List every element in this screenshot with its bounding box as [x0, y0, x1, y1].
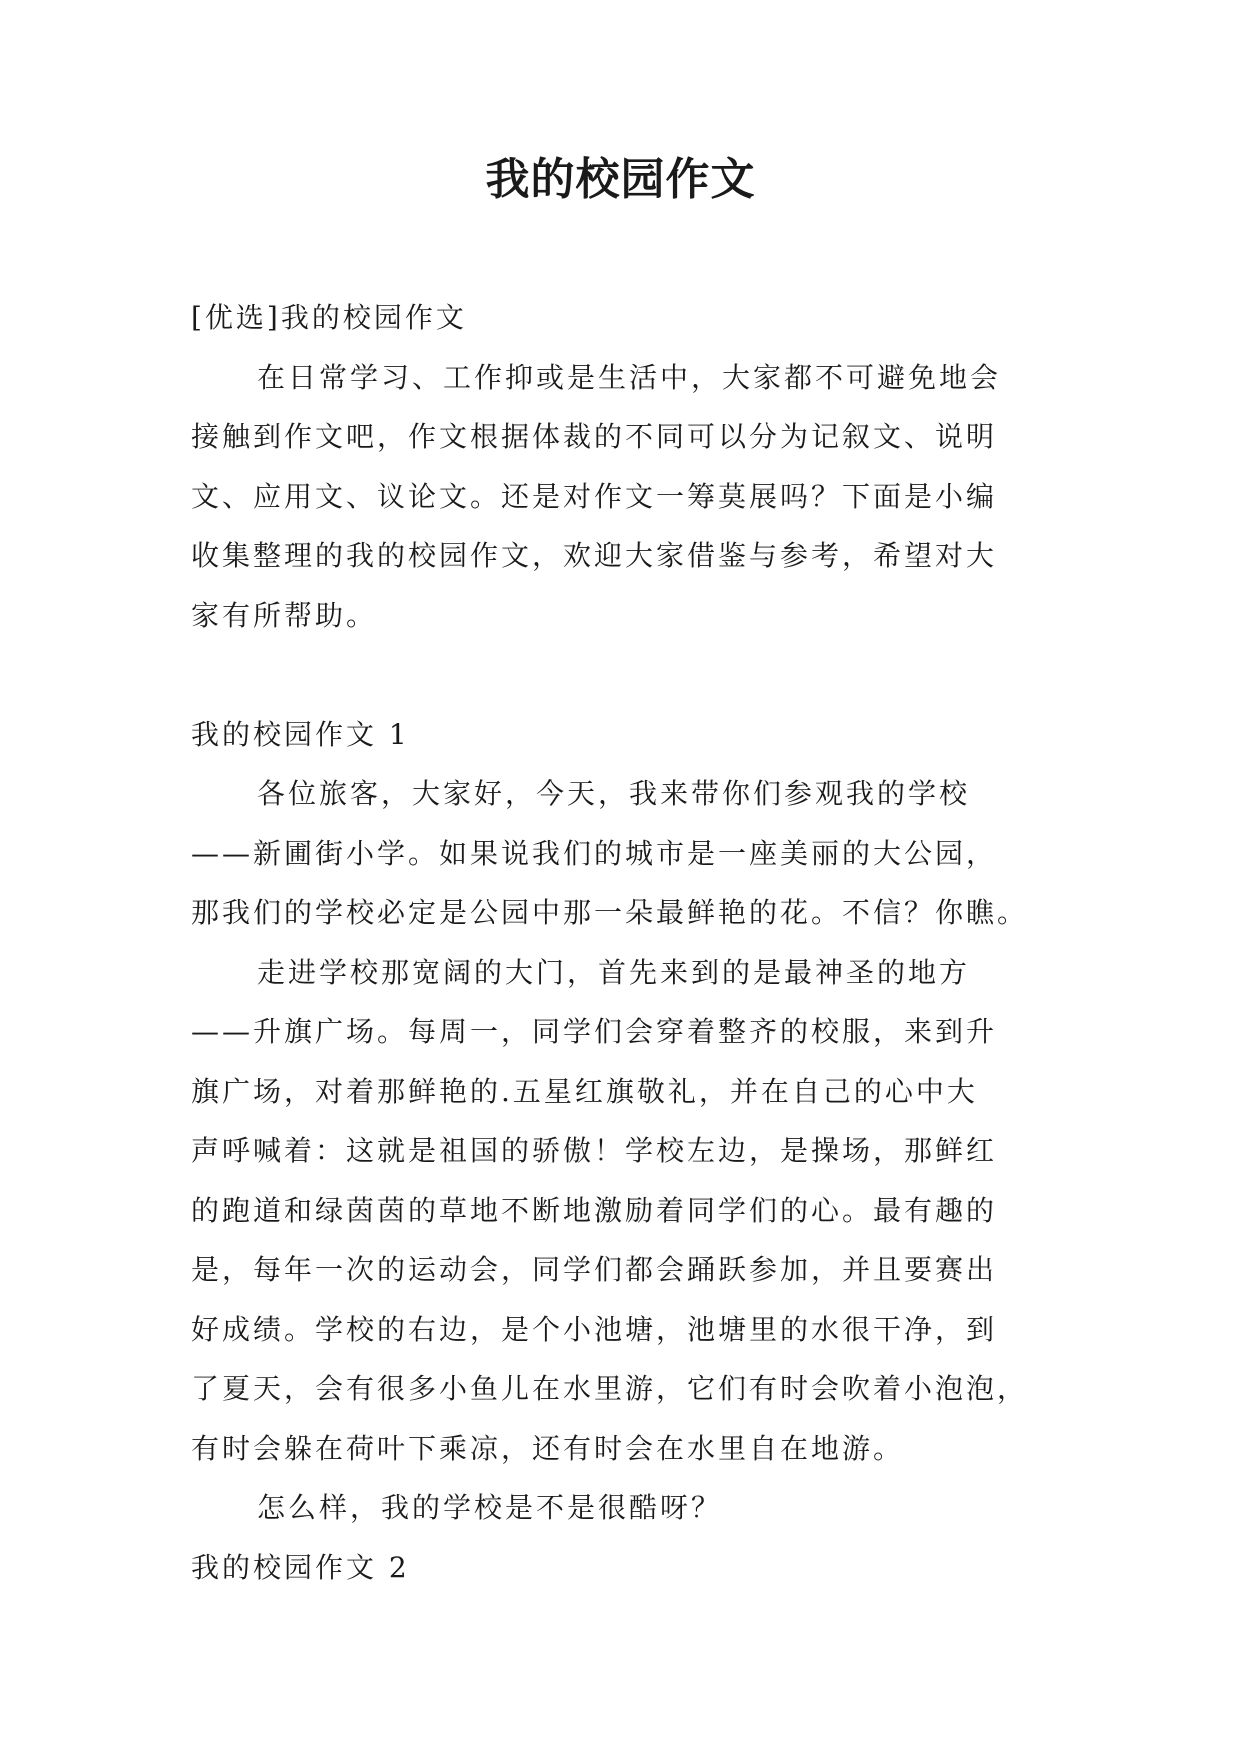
essay1-paragraph-2: [191, 943, 1051, 1479]
paragraph-spacer: [191, 645, 1051, 705]
essay1-heading: 我的校园作文 1: [191, 717, 410, 751]
paragraph-line: 声呼喊着：这就是祖国的骄傲！学校左边，是操场，那鲜红: [191, 1134, 998, 1167]
paragraph-line: 文、应用文、议论文。还是对作文一筹莫展吗？下面是小编: [191, 479, 998, 513]
paragraph-line: 的跑道和绿茵茵的草地不断地激励着同学们的心。最有趣的: [191, 1193, 998, 1227]
paragraph-line: 怎么样，我的学校是不是很酷呀？: [257, 1491, 723, 1524]
document-title: 我的校园作文: [485, 154, 756, 205]
essay2-heading: 我的校园作文 2: [191, 1550, 410, 1584]
essay1-paragraph-1: [191, 764, 1051, 943]
paragraph-line: 好成绩。学校的右边，是个小池塘，池塘里的水很干净，到: [191, 1312, 998, 1346]
paragraph-line: 那我们的学校必定是公园中那一朵最鲜艳的花。不信？你瞧。: [191, 896, 1029, 929]
paragraph-line: ——升旗广场。每周一，同学们会穿着整齐的校服，来到升: [191, 1015, 998, 1048]
document-body: [191, 288, 1051, 1597]
paragraph-line: ——新圃街小学。如果说我们的城市是一座美丽的大公园，: [191, 836, 998, 870]
paragraph-line: 了夏天，会有很多小鱼儿在水里游，它们有时会吹着小泡泡，: [191, 1372, 1029, 1405]
paragraph-line: 接触到作文吧，作文根据体裁的不同可以分为记叙文、说明: [191, 420, 998, 453]
essay1-paragraph-3: [191, 1478, 1051, 1538]
paragraph-line: 有时会躲在荷叶下乘凉，还有时会在水里自在地游。: [191, 1431, 905, 1465]
paragraph-line: 在日常学习、工作抑或是生活中，大家都不可避免地会: [257, 360, 1002, 394]
paragraph-line: 是，每年一次的运动会，同学们都会踊跃参加，并且要赛出: [191, 1253, 998, 1286]
paragraph-line: 收集整理的我的校园作文，欢迎大家借鉴与参考，希望对大: [191, 539, 998, 572]
paragraph-line: 各位旅客，大家好，今天，我来带你们参观我的学校: [257, 777, 971, 810]
intro-heading: [优选]我的校园作文: [191, 301, 467, 334]
paragraph-line: 走进学校那宽阔的大门，首先来到的是最神圣的地方: [257, 955, 971, 989]
intro-paragraph: [191, 348, 1051, 646]
paragraph-line: 家有所帮助。: [191, 598, 378, 632]
paragraph-line: 旗广场，对着那鲜艳的.五星红旗敬礼，并在自己的心中大: [191, 1074, 978, 1108]
